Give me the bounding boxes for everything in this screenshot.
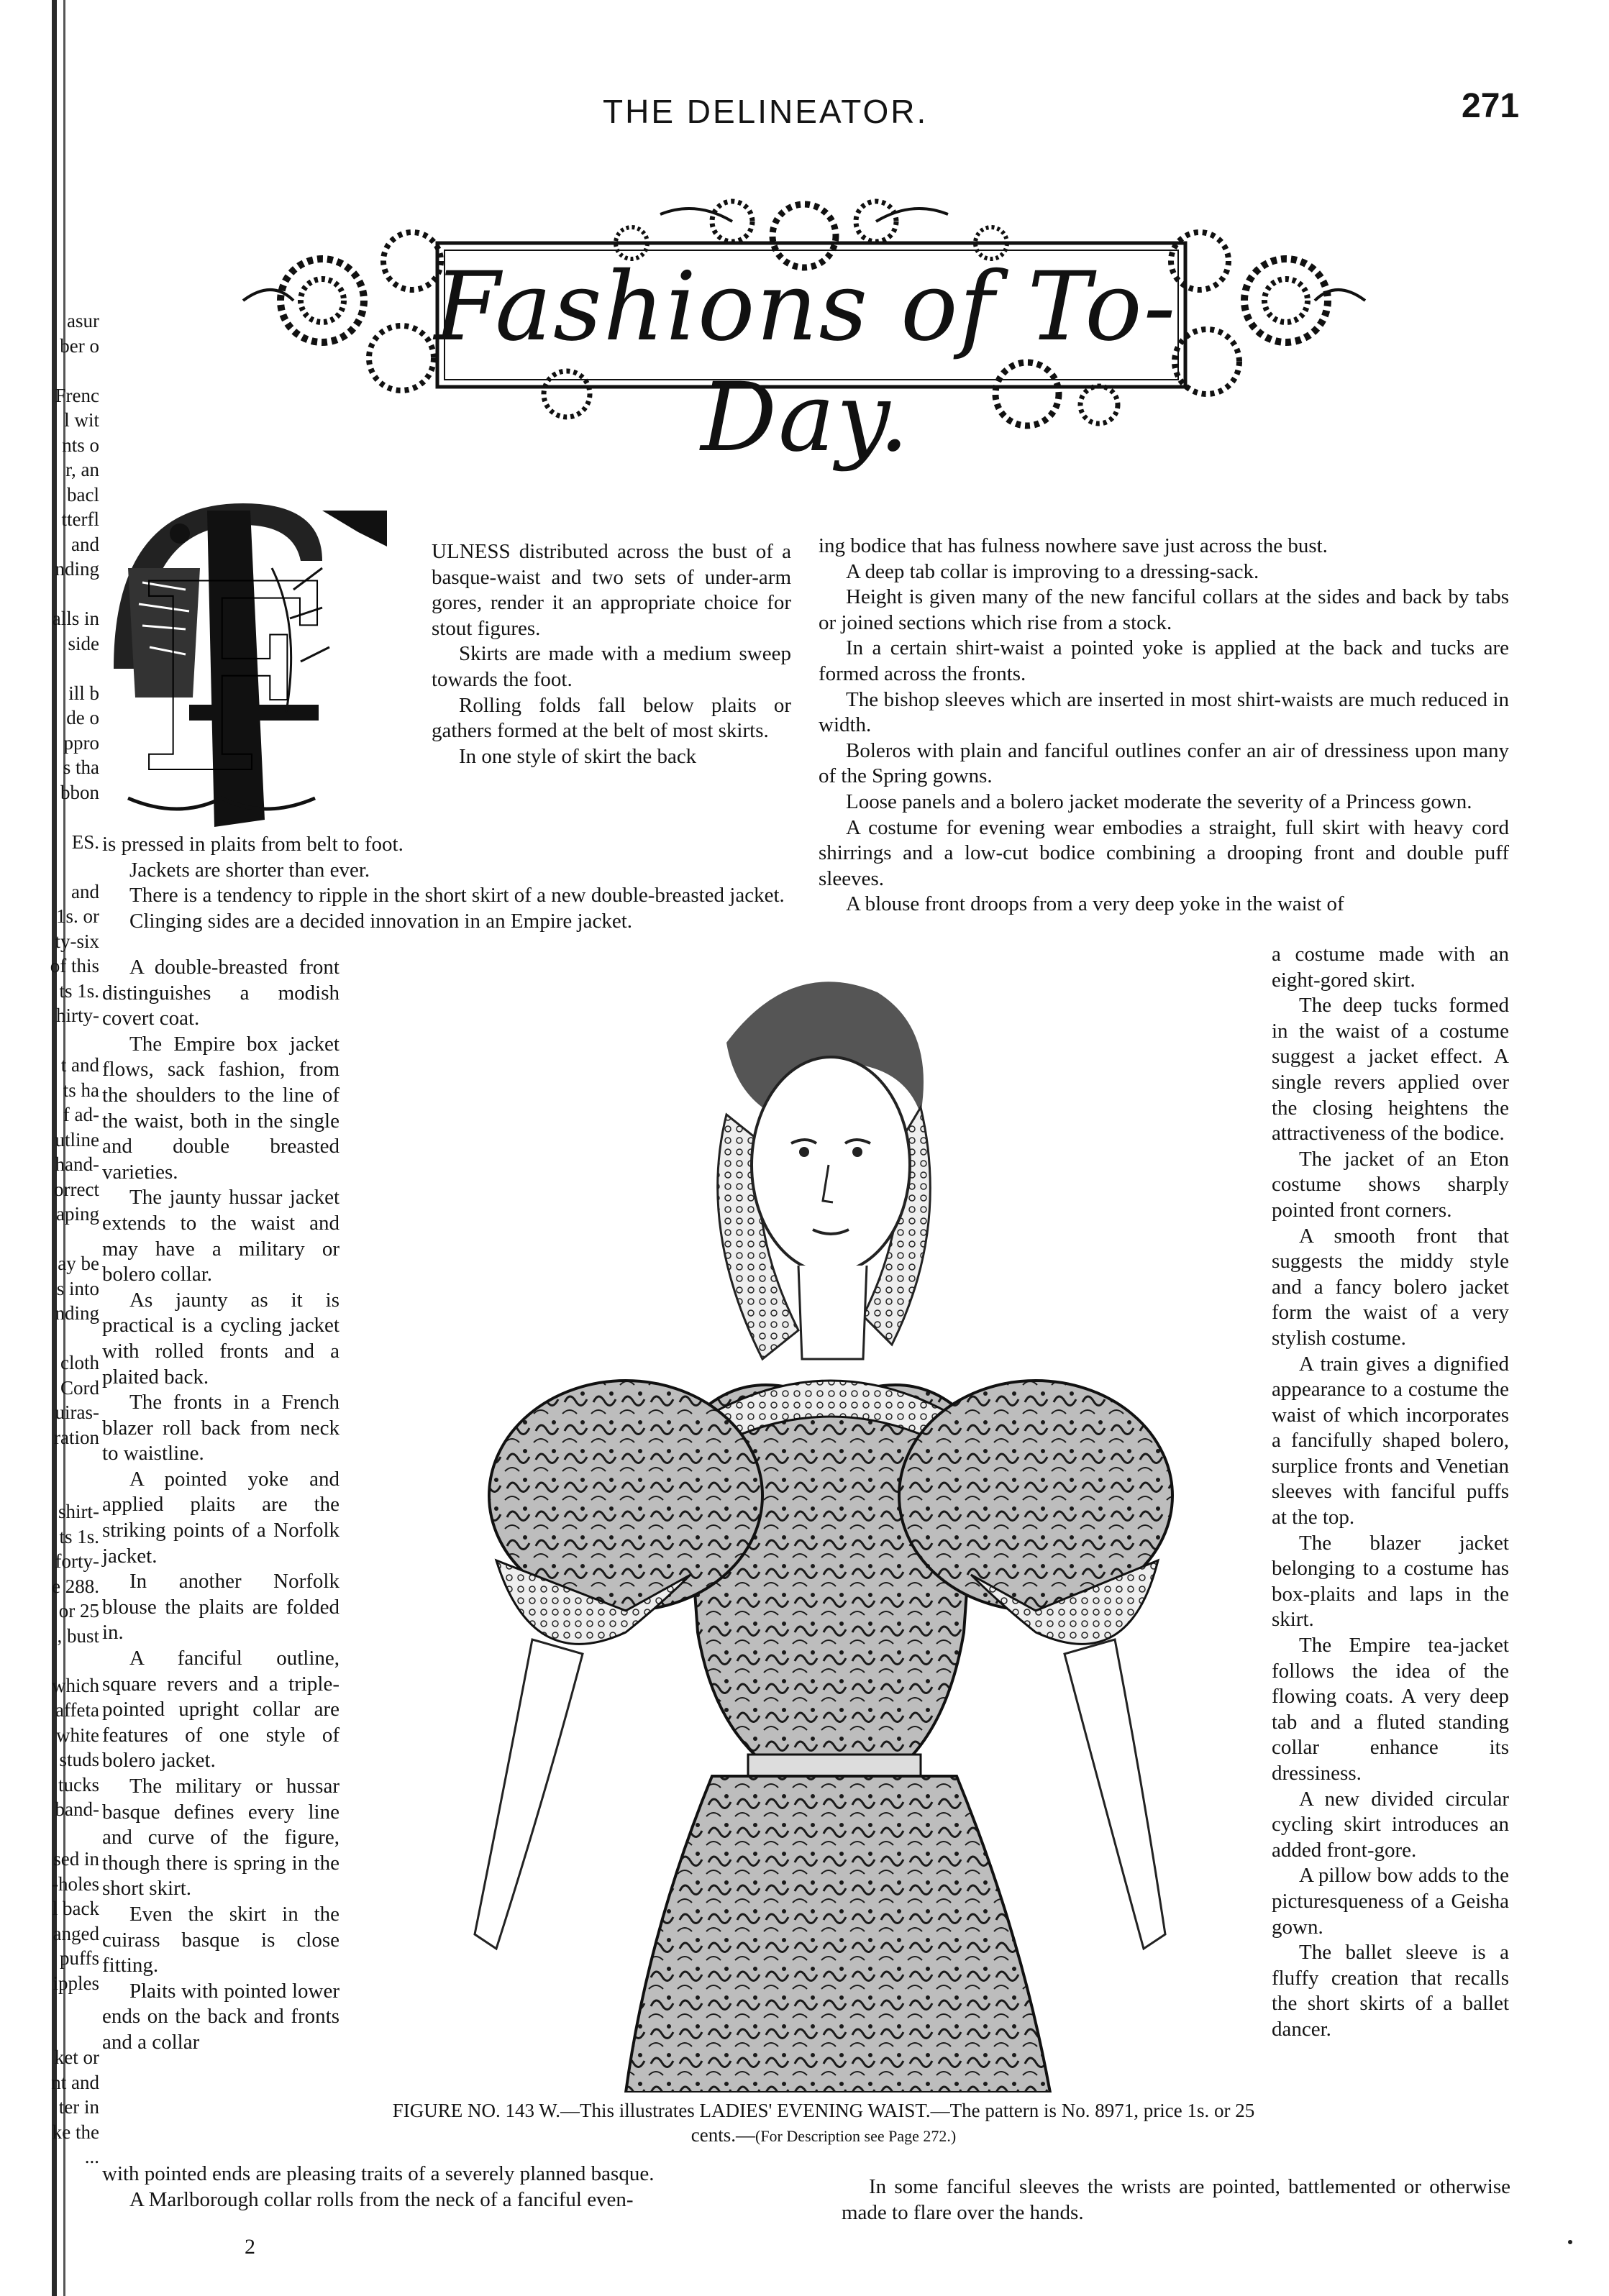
previous-page-fragment: hirty-	[56, 1005, 99, 1026]
paragraph: Plaits with pointed lower ends on the back and fronts and a collar	[102, 1979, 339, 2054]
paragraph: A Marlborough collar rolls from the neck of a fanciful even-	[129, 2188, 634, 2211]
previous-page-fragment: bacl	[67, 483, 99, 506]
paragraph: A smooth front that suggests the middy style and a fancy bolero jacket form the waist of a very stylish costume.	[1272, 1224, 1509, 1350]
paragraph: Jackets are shorter than ever.	[129, 858, 370, 882]
previous-page-fragment: nding	[55, 558, 99, 580]
paragraph: A deep tab collar is improving to a dressing-sack.	[846, 559, 1259, 583]
figure-evening-waist-illustration	[388, 928, 1259, 2093]
paragraph: A fanciful outline, square revers and a triple-pointed upright collar are features of one style of bolero jacket.	[102, 1647, 339, 1773]
previous-page-fragment: ts ha	[63, 1079, 99, 1101]
paragraph: A train gives a dignified appearance to a costume the waist of which incorporates a fancifully shaped bolero, surplice fronts and Venetian sleeves with fanciful puffs at the top.	[1272, 1352, 1509, 1529]
previous-page-column	[0, 0, 101, 2296]
previous-page-fragment: nt and	[51, 2071, 99, 2093]
intro-paragraph: In one style of skirt the back	[459, 744, 697, 768]
previous-page-fragment: band-	[55, 1798, 99, 1820]
previous-page-fragment: tucks	[58, 1773, 99, 1796]
previous-page-fragment: -holes	[52, 1872, 99, 1895]
previous-page-fragment: Frenc	[55, 384, 99, 406]
paragraph: ing bodice that has fulness nowhere save just across the bust.	[819, 534, 1328, 557]
previous-page-fragment: orrect	[54, 1178, 99, 1200]
previous-page-fragment: or 25	[58, 1600, 99, 1622]
paragraph: A blouse front droops from a very deep yoke in the waist of	[846, 892, 1344, 916]
previous-page-fragment: ay be	[58, 1253, 99, 1274]
previous-page-fragment: forty-	[55, 1550, 99, 1572]
previous-page-fragment: and	[71, 880, 99, 902]
previous-page-fragment: ration	[54, 1426, 99, 1448]
previous-page-fragment: sed in	[53, 1848, 99, 1870]
previous-page-fragment: side	[68, 632, 99, 654]
previous-page-fragment: l back	[52, 1898, 99, 1919]
paragraph: Boleros with plain and fanciful outlines confer an air of dressiness upon many of the Spring gowns.	[819, 738, 1509, 788]
previous-page-fragment: de o	[66, 707, 99, 728]
figure-caption	[381, 2098, 1266, 2149]
paragraph: The Empire box jacket flows, sack fashion, from the shoulders to the line of the waist, both in the single and double breasted varieties.	[102, 1032, 339, 1184]
previous-page-fragment: hand-	[55, 1153, 99, 1175]
previous-page-fragment: of this	[50, 955, 99, 977]
previous-page-fragment: cloth	[60, 1352, 99, 1373]
previous-page-fragment: ter in	[58, 2096, 99, 2118]
previous-page-fragment: which	[52, 1674, 99, 1696]
previous-page-fragment: ts 1s.	[59, 979, 99, 1002]
previous-page-fragment: nding	[55, 1302, 99, 1324]
previous-page-fragment: and	[71, 533, 99, 555]
paragraph: The fronts in a French blazer roll back from neck to waistline.	[102, 1391, 339, 1465]
paragraph: There is a tendency to ripple in the short skirt of a new double-breasted jacket.	[129, 884, 785, 907]
caption-text: —This illustrates	[560, 2100, 700, 2121]
previous-page-fragment: puffs	[59, 1947, 99, 1969]
paragraph: The ballet sleeve is a fluffy creation that recalls the short skirts of a ballet dancer.	[1272, 1941, 1509, 2041]
paragraph: A new divided circular cycling skirt introduces an added front-gore.	[1272, 1787, 1509, 1862]
previous-page-fragment: 1s. or	[56, 905, 99, 927]
previous-page-fragment: ke the	[52, 2121, 99, 2143]
previous-page-fragment: bbon	[60, 781, 99, 803]
previous-page-fragment: alls in	[52, 608, 99, 629]
article-title: Fashions of To-Day.	[434, 252, 1177, 473]
right-column-narrow	[1272, 942, 1509, 2043]
previous-page-fragment: s into	[56, 1277, 99, 1299]
previous-page-fragment: l wit	[64, 409, 99, 431]
previous-page-fragment: tterfl	[61, 508, 99, 530]
paragraph: The jacket of an Eton costume shows sharply pointed front corners.	[1272, 1147, 1509, 1222]
dropcap-letter: F	[137, 526, 321, 831]
caption-text: —The pattern is No. 8971, price 1s. or 25 cents.—	[690, 2100, 1255, 2146]
previous-page-fragment: nts o	[62, 434, 99, 456]
paragraph: Loose panels and a bolero jacket moderate the severity of a Princess gown.	[846, 790, 1472, 813]
paragraph: with pointed ends are pleasing traits of a severely planned basque.	[102, 2162, 655, 2185]
previous-page-fragment: Cord	[60, 1376, 99, 1399]
illustrated-dropcap	[85, 482, 423, 849]
previous-page-fragment: e 288.	[52, 1575, 99, 1597]
paragraph: A pillow bow adds to the picturesqueness of a Geisha gown.	[1272, 1864, 1509, 1939]
previous-page-fragment: affeta	[55, 1699, 99, 1721]
paragraph: a costume made with an eight-gored skirt.	[1272, 943, 1509, 992]
previous-page-fragment: r, an	[65, 459, 99, 480]
previous-page-fragment: ppro	[63, 731, 99, 754]
paragraph: Height is given many of the new fanciful collars at the sides and back by tabs or joined sections which rise from a stock.	[819, 585, 1509, 634]
paragraph: In a certain shirt-waist a pointed yoke is applied at the back and tucks are formed across the fronts.	[819, 636, 1509, 685]
previous-page-fragment: ES.	[71, 831, 99, 853]
paragraph: A costume for evening wear embodies a straight, full skirt with heavy cord shirrings and a low-cut bodice combining a drooping front and double puff sleeves.	[819, 815, 1509, 890]
intro-paragraph: Rolling folds fall below plaits or gathers formed at the belt of most skirts.	[432, 693, 791, 743]
paragraph: A pointed yoke and applied plaits are the striking points of a Norfolk jacket.	[102, 1467, 339, 1568]
intro-column	[432, 539, 791, 769]
intro-paragraph: Skirts are made with a medium sweep towards the foot.	[432, 642, 791, 691]
previous-page-fragment: white	[56, 1724, 99, 1746]
previous-page-fragment: ipples	[53, 1972, 99, 1994]
previous-page-fragment: anged	[53, 1922, 99, 1944]
paragraph: As jaunty as it is practical is a cycling jacket with rolled fronts and a plaited back.	[102, 1288, 339, 1389]
signature-mark: 2	[245, 2235, 255, 2259]
previous-page-fragment: f ad-	[63, 1104, 99, 1125]
paragraph: In another Norfolk blouse the plaits are folded in.	[102, 1570, 339, 1645]
previous-page-fragment: ty-six	[55, 930, 99, 952]
previous-page-fragment: aping	[56, 1203, 99, 1225]
speck	[1568, 2240, 1572, 2244]
paragraph: The blazer jacket belonging to a costume has box-plaits and laps in the skirt.	[1272, 1531, 1509, 1632]
previous-page-fragment: ...	[84, 2146, 99, 2167]
paragraph: The Empire tea-jacket follows the idea of the flowing coats. A very deep tab and a fluted standing collar enhance its dressiness.	[1272, 1634, 1509, 1785]
intro-paragraph: ULNESS distributed across the bust of a basque-waist and two sets of under-arm gores, render it an appropriate choice for stout figures.	[432, 540, 791, 640]
paragraph: The military or hussar basque defines every line and curve of the figure, though there is spring in the short skirt.	[102, 1775, 339, 1901]
right-column-wide	[819, 534, 1509, 918]
paragraph: is pressed in plaits from belt to foot.	[102, 833, 404, 856]
previous-page-fragment: ts 1s.	[59, 1525, 99, 1547]
paragraph: Clinging sides are a decided innovation in an Empire jacket.	[129, 909, 633, 933]
previous-page-fragment: t and	[60, 1054, 99, 1076]
previous-page-fragment: ket or	[54, 2046, 99, 2068]
figure-label: FIGURE NO. 143 W.	[392, 2100, 561, 2121]
previous-page-fragment: asur	[67, 310, 99, 331]
previous-page-fragment: uiras-	[55, 1401, 99, 1423]
previous-page-fragment: , bust	[57, 1624, 99, 1647]
previous-page-fragment: shirt-	[58, 1501, 99, 1522]
caption-reference: (For Description see Page 272.)	[755, 2127, 957, 2145]
bottom-left-text	[102, 2161, 807, 2213]
left-column-narrow	[102, 955, 339, 2056]
caption-garment: LADIES' EVENING WAIST.	[699, 2100, 931, 2121]
bottom-right-text: In some fanciful sleeves the wrists are pointed, battlemented or otherwise made to flare over the hands.	[842, 2175, 1510, 2224]
paragraph: The deep tucks formed in the waist of a costume suggest a jacket effect. A single revers applied over the closing heightens the attractiveness of the bodice.	[1272, 994, 1509, 1145]
previous-page-fragment: s tha	[63, 756, 99, 778]
previous-page-fragment: utline	[55, 1128, 99, 1151]
paragraph: The bishop sleeves which are inserted in most shirt-waists are much reduced in width.	[819, 687, 1509, 737]
running-title: THE DELINEATOR.	[603, 93, 929, 130]
previous-page-fragment: ber o	[60, 334, 99, 357]
previous-page-fragment: studs	[59, 1749, 99, 1770]
page-number: 271	[1462, 87, 1520, 125]
paragraph: A double-breasted front distinguishes a modish covert coat.	[102, 956, 339, 1030]
previous-page-fragment: ill b	[68, 682, 99, 704]
left-column-wide	[102, 832, 791, 934]
paragraph: The jaunty hussar jacket extends to the waist and may have a military or bolero collar.	[102, 1186, 339, 1286]
paragraph: Even the skirt in the cuirass basque is close fitting.	[102, 1902, 339, 1977]
